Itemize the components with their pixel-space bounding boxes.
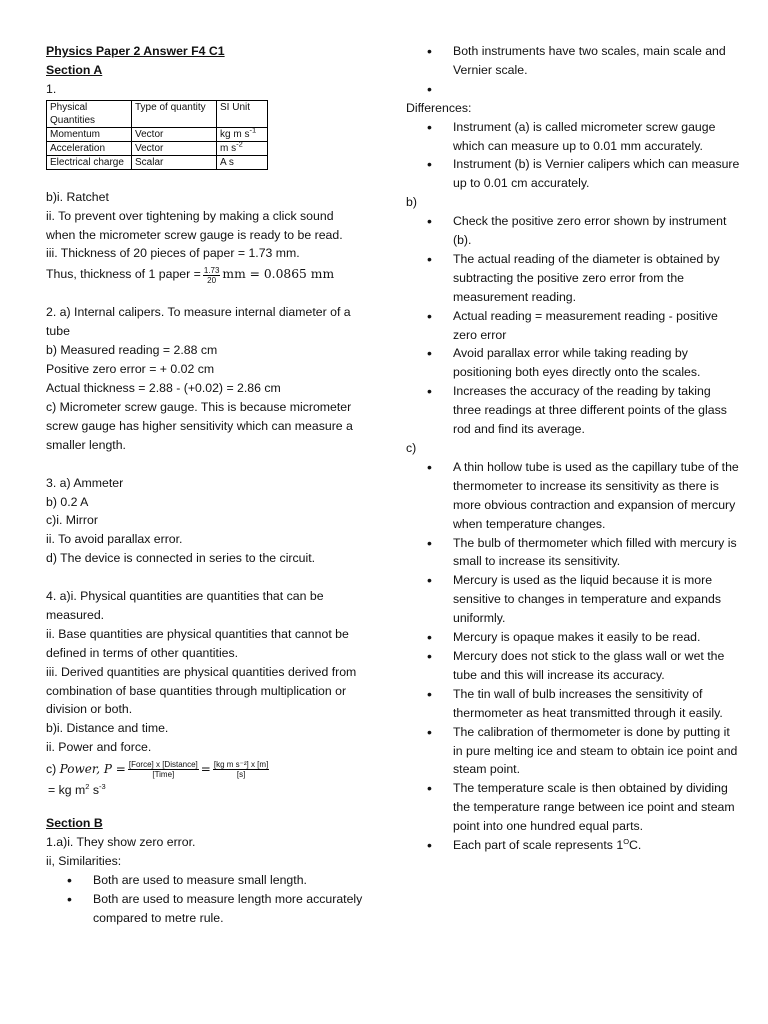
formula-prefix: c) — [46, 762, 57, 777]
answer-2b-3: Actual thickness = 2.88 - (+0.02) = 2.86 cm — [46, 381, 281, 396]
list-item — [406, 836, 742, 855]
answer-1b-ii: ii. To prevent over tightening by making a click sound when the micrometer screw gauge is ready to be read. — [46, 208, 343, 242]
list-item: • Check the positive zero error shown by instrument (b). — [406, 212, 742, 250]
question-1-number: 1. — [46, 81, 57, 96]
list-item: • Instrument (a) is called micrometer screw gauge which can measure up to 0.01 mm accurately. — [406, 118, 742, 156]
unit-text: kg m s — [220, 128, 250, 140]
table-row — [47, 127, 268, 141]
answer-2c: c) Micrometer screw gauge. This is because micrometer screw gauge has higher sensitivity which can measure a smaller length. — [46, 400, 353, 452]
part-c-label: c) — [406, 441, 417, 456]
answer-1b-thus — [46, 265, 364, 284]
table-header-cell: Physical Quantities — [47, 100, 132, 127]
table-cell: Vector — [132, 141, 217, 155]
list-item: • Both instruments have two scales, main scale and Vernier scale. — [406, 42, 742, 80]
result-text: = kg m — [48, 783, 86, 798]
part-b-label: b) — [406, 195, 417, 210]
equals-sign: = — [200, 762, 211, 777]
list-item: • The temperature scale is then obtained by dividing the temperature range between ice point and steam point into one hundred equal parts. — [406, 779, 742, 836]
degree-sup: O — [623, 836, 630, 846]
result-unit: s — [89, 783, 99, 798]
right-column — [406, 42, 742, 855]
table-cell-unit — [217, 141, 268, 155]
answer-4a-ii: ii. Base quantities are physical quantities that cannot be defined in terms of other quantities. — [46, 626, 349, 660]
answer-4b-ii: ii. Power and force. — [46, 740, 152, 755]
quantities-table — [46, 100, 268, 170]
list-item: • Both are used to measure length more accurately compared to metre rule. — [46, 890, 364, 928]
similarities-continued-list — [406, 42, 742, 99]
list-item: • Instrument (b) is Vernier calipers which can measure up to 0.01 cm accurately. — [406, 155, 742, 193]
unit-text: m s — [220, 142, 237, 154]
differences-label: Differences: — [406, 100, 472, 115]
list-item: • The bulb of thermometer which filled with mercury is small to increase its sensitivity. — [406, 534, 742, 572]
exponent: 2 — [85, 782, 90, 792]
power-fraction-2 — [213, 760, 269, 779]
answer-3c-i: c)i. Mirror — [46, 513, 98, 528]
answer-2a: 2. a) Internal calipers. To measure internal diameter of a tube — [46, 305, 351, 339]
answer-1b-iii: iii. Thickness of 20 pieces of paper = 1.73 mm. — [46, 246, 300, 261]
list-item: • Increases the accuracy of the reading by taking three readings at three different points of the glass rod and find its average. — [406, 382, 742, 439]
fraction-denominator: 20 — [207, 275, 217, 285]
list-item: • Actual reading = measurement reading - positive zero error — [406, 307, 742, 345]
unit-exponent: -2 — [236, 139, 243, 149]
list-item: • The actual reading of the diameter is obtained by subtracting the positive zero error from the measurement reading. — [406, 250, 742, 307]
power-label: Power, P = — [59, 762, 126, 777]
table-row — [47, 141, 268, 155]
thickness-result: mm = 0.0865 mm — [222, 267, 335, 282]
answer-4c-formula — [46, 760, 364, 779]
unit-text: A s — [220, 156, 234, 168]
list-item: • Mercury does not stick to the glass wall or wet the tube and this will increase its accuracy. — [406, 647, 742, 685]
answer-4a-i: 4. a)i. Physical quantities are quantities that can be measured. — [46, 589, 324, 622]
fraction-numerator: [Force] x [Distance] — [128, 760, 198, 770]
table-header-cell: Type of quantity — [132, 100, 217, 127]
table-row — [47, 155, 268, 169]
differences-list — [406, 118, 742, 194]
answer-2b-2: Positive zero error = + 0.02 cm — [46, 362, 215, 377]
power-fraction-1 — [128, 760, 199, 779]
fraction-numerator: 1.73 — [203, 265, 220, 275]
answer-3d: d) The device is connected in series to the circuit. — [46, 551, 316, 566]
document-title: Physics Paper 2 Answer F4 C1 — [46, 44, 225, 58]
similarities-list — [46, 871, 364, 928]
exponent: -3 — [99, 782, 106, 792]
table-header-row — [47, 100, 268, 127]
answer-b1-ii: ii, Similarities: — [46, 854, 122, 869]
fraction-denominator: [Time] — [152, 770, 175, 780]
answer-b1a-i: 1.a)i. They show zero error. — [46, 835, 196, 850]
table-cell: Electrical charge — [47, 155, 132, 169]
scale-text: Each part of scale represents 1 — [453, 838, 624, 853]
fraction-numerator: [kg m s⁻²] x [m] — [213, 760, 269, 770]
answer-4c-result — [46, 781, 364, 800]
paper-fraction — [203, 266, 221, 285]
list-item: • Both are used to measure small length. — [46, 871, 364, 890]
answer-3a: 3. a) Ammeter — [46, 475, 124, 490]
answer-4a-iii: iii. Derived quantities are physical quantities derived from combination of base quantities through multiplication or division or both. — [46, 664, 357, 717]
table-header-cell: SI Unit — [217, 100, 268, 127]
part-c-list — [406, 458, 742, 855]
list-item: • Mercury is opaque makes it easily to be read. — [406, 628, 742, 647]
list-item: • The calibration of thermometer is done by putting it in pure melting ice and steam to obtain ice point and steam point. — [406, 723, 742, 780]
unit-exponent: -1 — [249, 125, 257, 135]
table-cell: Momentum — [47, 127, 132, 141]
scale-unit: C. — [629, 838, 642, 853]
answer-1b-i: b)i. Ratchet — [46, 189, 109, 204]
part-b-list — [406, 212, 742, 439]
answer-4b-i: b)i. Distance and time. — [46, 721, 169, 736]
list-item: • A thin hollow tube is used as the capillary tube of the thermometer to increase its sensitivity as there is more obvious contraction and expansion of mercury when temperature changes. — [406, 458, 742, 534]
table-cell: Vector — [132, 127, 217, 141]
answer-3c-ii: ii. To avoid parallax error. — [46, 532, 183, 547]
section-b-heading: Section B — [46, 816, 103, 831]
table-cell-unit — [217, 155, 268, 169]
list-item: • Avoid parallax error while taking reading by positioning both eyes directly onto the scales. — [406, 344, 742, 382]
answer-2b-1: b) Measured reading = 2.88 cm — [46, 343, 218, 358]
left-column — [46, 42, 364, 928]
list-item: • The tin wall of bulb increases the sensitivity of thermometer as heat transmitted through it easily. — [406, 685, 742, 723]
fraction-denominator: [s] — [236, 770, 246, 780]
list-item-empty — [406, 80, 742, 99]
table-cell: Acceleration — [47, 141, 132, 155]
section-a-heading: Section A — [46, 62, 103, 77]
list-item: • Mercury is used as the liquid because it is more sensitive to changes in temperature and expands uniformly. — [406, 571, 742, 628]
thus-text: Thus, thickness of 1 paper = — [46, 267, 201, 282]
answer-3b: b) 0.2 A — [46, 494, 89, 509]
table-cell: Scalar — [132, 155, 217, 169]
